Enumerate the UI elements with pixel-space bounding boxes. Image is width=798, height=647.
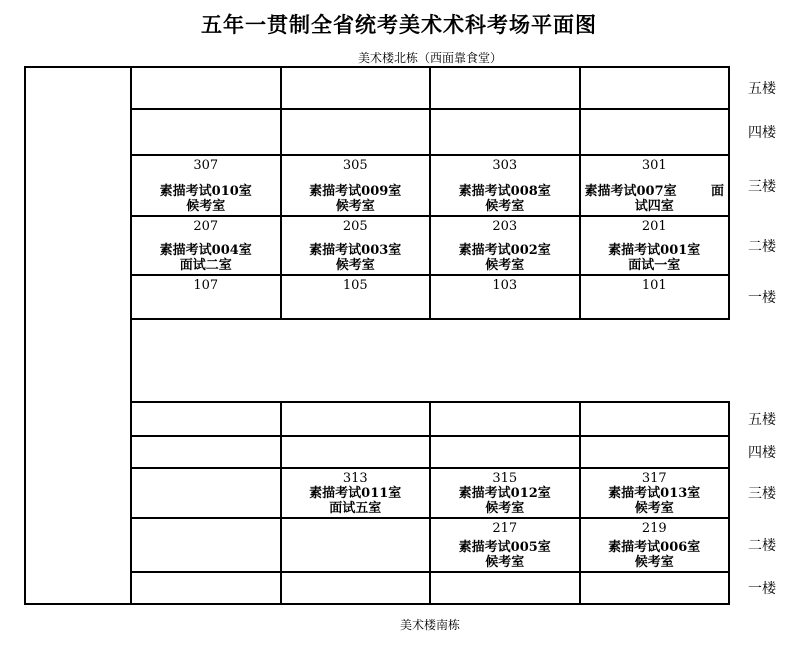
room-cell bbox=[431, 469, 581, 517]
empty-cell bbox=[431, 110, 581, 154]
room-cell bbox=[282, 276, 432, 318]
floor-row bbox=[132, 403, 776, 437]
room-label-line: 素描考试003室 bbox=[309, 243, 402, 258]
empty-cell bbox=[282, 68, 432, 108]
left-column-block bbox=[24, 66, 132, 605]
room-label-line: 试四室 bbox=[634, 199, 674, 214]
room-label-line: 素描考试009室 bbox=[309, 184, 402, 199]
room-label-line: 候考室 bbox=[485, 199, 525, 214]
room-label bbox=[286, 184, 426, 214]
room-label-line: 候考室 bbox=[335, 258, 375, 273]
room-label bbox=[585, 243, 725, 273]
room-label-line: 素描考试008室 bbox=[458, 184, 551, 199]
room-label bbox=[435, 540, 575, 570]
floor-label: 五楼 bbox=[748, 81, 776, 97]
room-number: 105 bbox=[342, 278, 368, 293]
room-number: 313 bbox=[342, 471, 368, 486]
room-label-line: 候考室 bbox=[485, 555, 525, 570]
room-cell bbox=[282, 469, 432, 517]
floor-row bbox=[132, 573, 776, 603]
empty-cell bbox=[282, 110, 432, 154]
north-building-caption: 美术楼北栋（西面靠食堂） bbox=[357, 51, 502, 65]
room-number: 201 bbox=[641, 219, 667, 234]
room-label-line: 素描考试012室 bbox=[458, 486, 551, 501]
room-label bbox=[585, 184, 725, 214]
room-number: 305 bbox=[342, 158, 368, 173]
room-number: 217 bbox=[492, 521, 518, 536]
floor-row bbox=[132, 519, 776, 573]
room-cell bbox=[132, 276, 282, 318]
empty-cell bbox=[431, 573, 581, 603]
empty-cell bbox=[132, 469, 282, 517]
empty-cell bbox=[132, 519, 282, 571]
room-label bbox=[435, 184, 575, 214]
empty-cell bbox=[132, 403, 282, 435]
room-label-line: 素描考试005室 bbox=[458, 540, 551, 555]
empty-cell bbox=[132, 110, 282, 154]
empty-cell bbox=[132, 573, 282, 603]
room-label-line: 素描考试002室 bbox=[458, 243, 551, 258]
floor-row bbox=[132, 68, 776, 110]
room-cell bbox=[581, 276, 729, 318]
room-label-line: 候考室 bbox=[335, 199, 375, 214]
south-building-table bbox=[130, 401, 776, 605]
room-cell bbox=[581, 217, 729, 274]
room-cell bbox=[581, 469, 729, 517]
floor-label: 四楼 bbox=[748, 125, 776, 141]
floor-label: 三楼 bbox=[748, 178, 776, 195]
room-label bbox=[286, 486, 426, 516]
room-cell bbox=[282, 156, 432, 215]
room-label bbox=[585, 486, 725, 516]
room-number: 301 bbox=[641, 158, 667, 173]
room-number: 103 bbox=[492, 278, 518, 293]
empty-cell bbox=[581, 68, 729, 108]
empty-cell bbox=[282, 519, 432, 571]
room-label bbox=[136, 184, 276, 214]
empty-cell bbox=[581, 437, 729, 467]
room-cell bbox=[431, 217, 581, 274]
room-cell bbox=[581, 519, 729, 571]
floor-label: 二楼 bbox=[748, 538, 776, 554]
empty-cell bbox=[431, 403, 581, 435]
room-label-line: 素描考试001室 bbox=[608, 243, 701, 258]
south-building-caption: 美术楼南栋 bbox=[399, 618, 460, 632]
empty-cell bbox=[581, 573, 729, 603]
room-number: 107 bbox=[193, 278, 219, 293]
room-cell bbox=[282, 217, 432, 274]
room-number: 315 bbox=[492, 471, 518, 486]
room-cell bbox=[431, 156, 581, 215]
room-number: 203 bbox=[492, 219, 518, 234]
room-number: 317 bbox=[641, 471, 667, 486]
room-label-line: 面试二室 bbox=[179, 258, 232, 273]
floor-label: 二楼 bbox=[748, 238, 776, 255]
room-label-line: 候考室 bbox=[485, 258, 525, 273]
empty-cell bbox=[132, 68, 282, 108]
room-label bbox=[585, 540, 725, 570]
room-label-line: 候考室 bbox=[634, 555, 674, 570]
room-label bbox=[286, 243, 426, 273]
room-label bbox=[136, 243, 276, 273]
room-label-right: 面 bbox=[710, 184, 724, 199]
room-cell bbox=[132, 217, 282, 274]
floor-label: 一楼 bbox=[748, 290, 776, 306]
empty-cell bbox=[581, 110, 729, 154]
room-cell bbox=[581, 156, 729, 215]
room-cell bbox=[431, 519, 581, 571]
floor-label: 四楼 bbox=[748, 445, 776, 461]
page-title: 五年一贯制全省统考美术术科考场平面图 bbox=[201, 12, 597, 37]
room-label bbox=[435, 243, 575, 273]
room-label-line: 候考室 bbox=[634, 501, 674, 516]
room-label-line bbox=[585, 184, 725, 199]
floor-row bbox=[132, 156, 776, 217]
empty-cell bbox=[282, 403, 432, 435]
room-label-line: 候考室 bbox=[186, 199, 226, 214]
room-number: 207 bbox=[193, 219, 219, 234]
floor-row bbox=[132, 217, 776, 276]
north-building-table bbox=[130, 66, 776, 320]
floor-label: 五楼 bbox=[748, 412, 776, 428]
room-label-line: 素描考试006室 bbox=[608, 540, 701, 555]
room-label-left: 素描考试007室 bbox=[584, 184, 677, 199]
room-label-line: 面试五室 bbox=[329, 501, 382, 516]
floor-row bbox=[132, 276, 776, 318]
floor-row bbox=[132, 469, 776, 519]
room-number: 303 bbox=[492, 158, 518, 173]
empty-cell bbox=[282, 573, 432, 603]
room-label-line: 素描考试010室 bbox=[159, 184, 252, 199]
room-number: 101 bbox=[641, 278, 667, 293]
room-number: 205 bbox=[342, 219, 368, 234]
empty-cell bbox=[581, 403, 729, 435]
room-cell bbox=[132, 156, 282, 215]
empty-cell bbox=[282, 437, 432, 467]
empty-cell bbox=[431, 437, 581, 467]
room-number: 307 bbox=[193, 158, 219, 173]
empty-cell bbox=[431, 68, 581, 108]
floor-label: 三楼 bbox=[748, 486, 776, 502]
room-label-line: 面试一室 bbox=[628, 258, 681, 273]
room-label-line: 素描考试004室 bbox=[159, 243, 252, 258]
room-label-line: 素描考试013室 bbox=[608, 486, 701, 501]
room-label-line: 素描考试011室 bbox=[309, 486, 402, 501]
empty-cell bbox=[132, 437, 282, 467]
floor-row bbox=[132, 437, 776, 469]
room-cell bbox=[431, 276, 581, 318]
floor-label: 一楼 bbox=[748, 581, 776, 597]
room-number: 219 bbox=[641, 521, 667, 536]
room-label-line: 候考室 bbox=[485, 501, 525, 516]
room-label bbox=[435, 486, 575, 516]
floor-row bbox=[132, 110, 776, 156]
